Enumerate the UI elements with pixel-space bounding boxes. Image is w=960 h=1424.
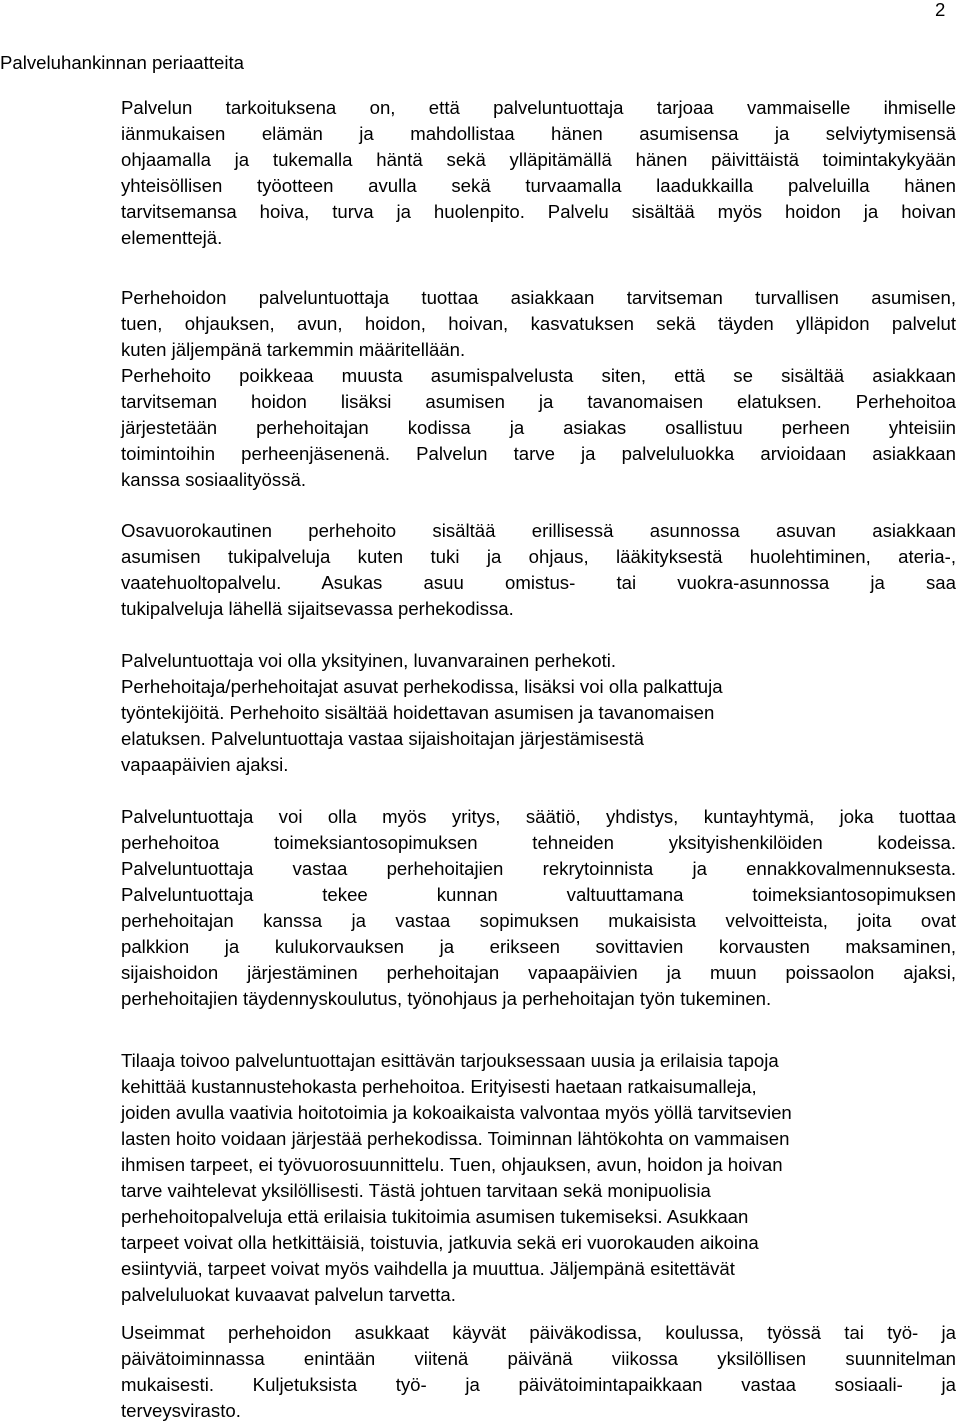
- text-line: Perhehoitaja/perhehoitajat asuvat perhekodissa, lisäksi voi olla palkattuja: [121, 676, 723, 697]
- text-line: terveysvirasto.: [121, 1400, 241, 1421]
- paragraph-1: [121, 95, 956, 251]
- text-line: järjestetään perhehoitajan kodissa ja asiakas osallistuu perheen yhteisiin: [121, 417, 956, 438]
- paragraph-2: [121, 285, 956, 493]
- text-line: perhehoitajien täydennyskoulutus, työnohjaus ja perhehoitajan työn tukeminen.: [121, 988, 772, 1009]
- text-line: Tilaaja toivoo palveluntuottajan esittävän tarjouksessaan uusia ja erilaisia tapoja: [121, 1050, 779, 1071]
- text-line: toimintoihin perheenjäsenenä. Palvelun tarve ja palveluluokka arvioidaan asiakkaan: [121, 443, 956, 464]
- text-line: kuten jäljempänä tarkemmin määritellään.: [121, 339, 466, 360]
- text-line: Useimmat perhehoidon asukkaat käyvät päiväkodissa, koulussa, työssä tai työ- ja: [121, 1322, 956, 1343]
- text-line: asumisen tukipalveluja kuten tuki ja ohjaus, lääkityksestä huolehtiminen, ateria-,: [121, 546, 956, 567]
- text-line: esiintyviä, tarpeet voivat myös vaihdella ja muuttua. Jäljempänä esitettävät: [121, 1258, 735, 1279]
- text-line: tarve vaihtelevat yksilöllisesti. Tästä johtuen tarvitaan sekä monipuolisia: [121, 1180, 711, 1201]
- text-line: lasten hoito voidaan järjestää perhekodissa. Toiminnan lähtökohta on vammaisen: [121, 1128, 790, 1149]
- text-line: palveluluokat kuvaavat palvelun tarvetta.: [121, 1284, 456, 1305]
- text-line: Perhehoito poikkeaa muusta asumispalvelusta siten, että se sisältää asiakkaan: [121, 365, 956, 386]
- text-line: päivätoiminnassa enintään viitenä päivänä viikossa yksilöllisen suunnitelman: [121, 1348, 956, 1369]
- text-line: Palveluntuottaja voi olla myös yritys, säätiö, yhdistys, kuntayhtymä, joka tuottaa: [121, 806, 956, 827]
- paragraph-4: [121, 648, 956, 778]
- text-line: Osavuorokautinen perhehoito sisältää erillisessä asunnossa asuvan asiakkaan: [121, 520, 956, 541]
- text-line: Palvelun tarkoituksena on, että palveluntuottaja tarjoaa vammaiselle ihmiselle: [121, 97, 956, 118]
- text-line: Perhehoidon palveluntuottaja tuottaa asiakkaan tarvitseman turvallisen asumisen,: [121, 287, 956, 308]
- text-line: ohjaamalla ja tukemalla häntä sekä ylläpitämällä hänen päivittäistä toimintakykyään: [121, 149, 956, 170]
- paragraph-5: [121, 804, 956, 1012]
- text-line: mukaisesti. Kuljetuksista työ- ja päivätoimintapaikkaan vastaa sosiaali- ja: [121, 1374, 956, 1395]
- paragraph-7: [121, 1320, 956, 1424]
- text-line: iänmukaisen elämän ja mahdollistaa hänen asumisensa ja selviytymisensä: [121, 123, 956, 144]
- text-line: vapaapäivien ajaksi.: [121, 754, 289, 775]
- text-line: Palveluntuottaja tekee kunnan valtuuttamana toimeksiantosopimuksen: [121, 884, 956, 905]
- text-line: sijaishoidon järjestäminen perhehoitajan vapaapäivien ja muun poissaolon ajaksi,: [121, 962, 956, 983]
- text-line: ihmisen tarpeet, ei työvuorosuunnittelu. Tuen, ohjauksen, avun, hoidon ja hoivan: [121, 1154, 783, 1175]
- page-number: 2: [935, 0, 946, 20]
- text-line: tarvitsemansa hoiva, turva ja huolenpito. Palvelu sisältää myös hoidon ja hoivan: [121, 201, 956, 222]
- text-line: tarpeet voivat olla hetkittäisiä, toistuvia, jatkuvia sekä eri vuorokauden aikoina: [121, 1232, 759, 1253]
- section-heading: Palveluhankinnan periaatteita: [0, 52, 244, 73]
- text-line: vaatehuoltopalvelu. Asukas asuu omistus- tai vuokra-asunnossa ja saa: [121, 572, 956, 593]
- text-line: perhehoitajan kanssa ja vastaa sopimuksen mukaisista velvoitteista, joita ovat: [121, 910, 956, 931]
- text-line: joiden avulla vaativia hoitotoimia ja kokoaikaista valvontaa myös yöllä tarvitsevien: [121, 1102, 792, 1123]
- text-line: perhehoitopalveluja että erilaisia tukitoimia asumisen tukemiseksi. Asukkaan: [121, 1206, 749, 1227]
- text-line: elementtejä.: [121, 227, 223, 248]
- text-line: yhteisöllisen työotteen avulla sekä turvaamalla laadukkailla palveluilla hänen: [121, 175, 956, 196]
- text-line: tukipalveluja lähellä sijaitsevassa perhekodissa.: [121, 598, 514, 619]
- text-line: Palveluntuottaja vastaa perhehoitajien rekrytoinnista ja ennakkovalmennuksesta.: [121, 858, 956, 879]
- text-line: kehittää kustannustehokasta perhehoitoa. Erityisesti haetaan ratkaisumalleja,: [121, 1076, 757, 1097]
- paragraph-6: [121, 1048, 956, 1308]
- text-line: tuen, ohjauksen, avun, hoidon, hoivan, kasvatuksen sekä täyden ylläpidon palvelut: [121, 313, 956, 334]
- text-line: työntekijöitä. Perhehoito sisältää hoidettavan asumisen ja tavanomaisen: [121, 702, 715, 723]
- text-line: tarvitseman hoidon lisäksi asumisen ja tavanomaisen elatuksen. Perhehoitoa: [121, 391, 956, 412]
- text-line: perhehoitoa toimeksiantosopimuksen tehneiden yksityishenkilöiden kodeissa.: [121, 832, 956, 853]
- text-line: elatuksen. Palveluntuottaja vastaa sijaishoitajan järjestämisestä: [121, 728, 644, 749]
- text-line: kanssa sosiaalityössä.: [121, 469, 306, 490]
- paragraph-3: [121, 518, 956, 622]
- text-line: palkkion ja kulukorvauksen ja erikseen sovittavien korvausten maksaminen,: [121, 936, 956, 957]
- text-line: Palveluntuottaja voi olla yksityinen, luvanvarainen perhekoti.: [121, 650, 617, 671]
